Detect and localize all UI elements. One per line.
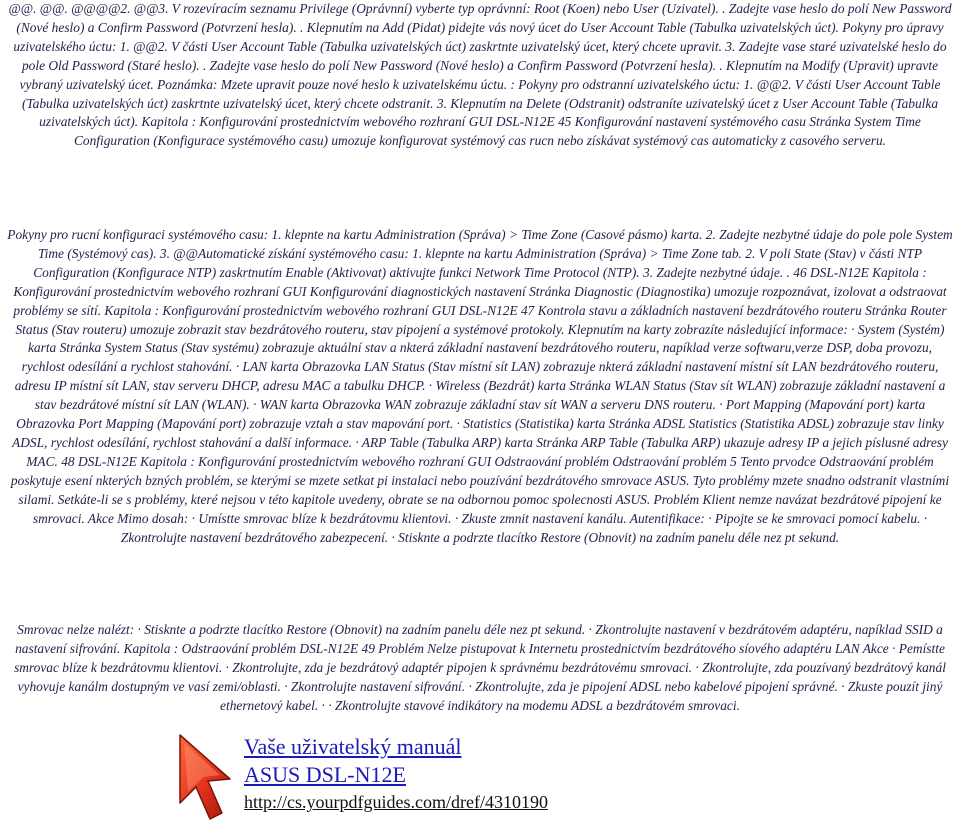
download-url-link[interactable]: http://cs.yourpdfguides.com/dref/4310190: [244, 792, 548, 812]
paragraph-router-not-found: Smrovac nelze nalézt: · Stisknte a podrzte tlacítko Restore (Obnovit) na zadním panelu déle nez pt sekund. · Zkontrolujte nastavení v bezdrátovém adaptéru, napíklad SSID a nastavení sifrování. Kapitola : Odstraování problém DSL-N12E 49 Problém Nelze pistupovat k Internetu prostednictvím bezdrátového síového adaptéru LAN Akce · Pemístte smrovac blíze k bezdrátovmu klientovi. · Zkontrolujte, zda je bezdrátový adaptér pipojen k správnému bezdrátovému smrovaci. · Zkontrolujte, zda pouzívaný bezdrátový kanál vyhovuje kanálm dostupným ve vasí zemi/oblasti. · Zkontrolujte nastavení sifrování. · Zkontrolujte, zda je pipojení ADSL nebo kabelové pipojení správné. · Zkuste pouzít jiný ethernetový kabel. · · Zkontrolujte stavové indikátory na modemu ADSL a bezdrátovém smrovaci.: [14, 622, 946, 713]
product-name-link[interactable]: ASUS DSL-N12E: [244, 762, 406, 787]
paragraph-system-time-troubleshooting: Pokyny pro rucní konfiguraci systémového casu: 1. klepnte na kartu Administration (Správa) > Time Zone (Casové pásmo) karta. 2. Zadejte nezbytné údaje do pole pole System Time (Systémový cas). 3. @@Automatické získání systémového casu: 1. klepnte na kartu Administration (Správa) > Time Zone tab. 2. V poli State (Stav) v části NTP Configuration (Konfigurace NTP) zaskrtnutím Enable (Aktivovat) aktivujte funkci Network Time Protocol (NTP). 3. Zadejte nezbytné údaje. . 46 DSL-N12E Kapitola : Konfigurování prostednictvím webového rozhraní GUI Konfigurování diagnostických nastavení Stránka Diagnostic (Diagnostika) umozuje rozpoznávat, izolovat a odstraovat problémy se sítí. Kapitola : Konfigurování prostednictvím webového rozhraní GUI DSL-N12E 47 Kontrola stavu a základních nastavení bezdrátového routeru Stránka Router Status (Stav routeru) umozuje zobrazit stav bezdrátového routeru, stav pipojení a systémové protokoly. Klepnutím na karty zobrazíte následující informace: · System (Systém) karta Stránka System Status (Stav systému) zobrazuje aktuální stav a nkterá základní nastavení bezdrátového routeru, napíklad verze softwaru,verze DSP, doba provozu, rychlost odesílání a rychlost stahování. · LAN karta Obrazovka LAN Status (Stav místní sít LAN) zobrazuje nkterá základní nastavení místní sít LAN bezdrátového routeru, adresu IP místní sít LAN, stav serveru DHCP, adresu MAC a tabulku DHCP. · Wireless (Bezdrát) karta Stránka WLAN Status (Stav sít WLAN) zobrazuje základní nastavení a stav bezdrátové místní sít LAN (WLAN). · WAN karta Obrazovka WAN zobrazuje základní stav sít WAN a serveru DNS routeru. · Port Mapping (Mapování port) karta Obrazovka Port Mapping (Mapování port) zobrazuje vztah a stav mapování port. · Statistics (Statistika) karta Stránka ADSL Statistics (Statistika ADSL) zobrazuje stav linky ADSL, rychlost odesílání, rychlost stahování a další informace. · ARP Table (Tabulka ARP) karta Stránka ARP Table (Tabulka ARP) ukazuje adresy IP a jejich píslusné adresy MAC. 48 DSL-N12E Kapitola : Konfigurování prostednictvím webového rozhraní GUI Odstraování problém Odstraování problém 5 Tento prvodce Odstraování problém poskytuje esení nkterých bzných problém, se kterými se mzete setkat pi instalaci nebo pouzívání bezdrátového smrovace ASUS. Tyto problémy mzete snadno odstranit vlastními silami. Setkáte-li se s problémy, které nejsou v této kapitole uvedeny, obrate se na odbornou pomoc spolecnosti ASUS. Problém Klient nemze navázat bezdrátové pipojení ke smrovaci. Akce Mimo dosah: · Umístte smrovac blíze k bezdrátovmu klientovi. · Zkuste zmnit nastavení kanálu. Autentifikace: · Pipojte se ke smrovaci pomocí kabelu. · Zkontrolujte nastavení bezdrátového zabezpecení. · Stisknte a podrzte tlacítko Restore (Obnovit) na zadním panelu déle nez pt sekund.: [7, 227, 953, 545]
arrow-cursor-icon: [176, 733, 234, 821]
paragraph-user-accounts: @@. @@. @@@@2. @@3. V rozevíracím seznamu Privilege (Oprávnní) vyberte typ oprávnní: Root (Koen) nebo User (Uzivatel). . Zadejte vase heslo do polí New Password (Nové heslo) a Confirm Password (Potvrzení hesla). . Klepnutím na Add (Pidat) pidejte vás nový úcet do User Account Table (Tabulka uzivatelských úct). Pokyny pro úpravy uzivatelského úctu: 1. @@2. V části User Account Table (Tabulka uzivatelských úct) zaskrtnte uzivatelský úcet, který chcete upravit. 3. Zadejte vase staré uzivatelské heslo do pole Old Password (Staré heslo). . Zadejte vase heslo do polí New Password (Nové heslo) a Confirm Password (Potvrzení hesla). . Klepnutím na Modify (Upravit) upravte vybraný uzivatelský úcet. Poznámka: Mzete upravit pouze nové heslo k uzivatelskému úctu. : Pokyny pro odstranní uzivatelského úctu: 1. @@2. V části User Account Table (Tabulka uzivatelských úct) zaskrtnte uzivatelský úcet, který chcete odstranit. 3. Klepnutím na Delete (Odstranit) odstraníte uzivatelský úcet z User Account Table (Tabulka uzivatelských úct). Kapitola : Konfigurování prostednictvím webového rozhraní GUI DSL-N12E 45 Konfigurování nastavení systémového casu Stránka System Time Configuration (Konfigurace systémového casu) umozuje konfigurovat systémový cas rucn nebo získávat systémový cas automaticky z casového serveru.: [8, 1, 952, 149]
download-links: [244, 733, 548, 815]
manual-download-footer: [176, 733, 776, 823]
manual-title-link[interactable]: Vaše uživatelský manuál: [244, 734, 462, 759]
